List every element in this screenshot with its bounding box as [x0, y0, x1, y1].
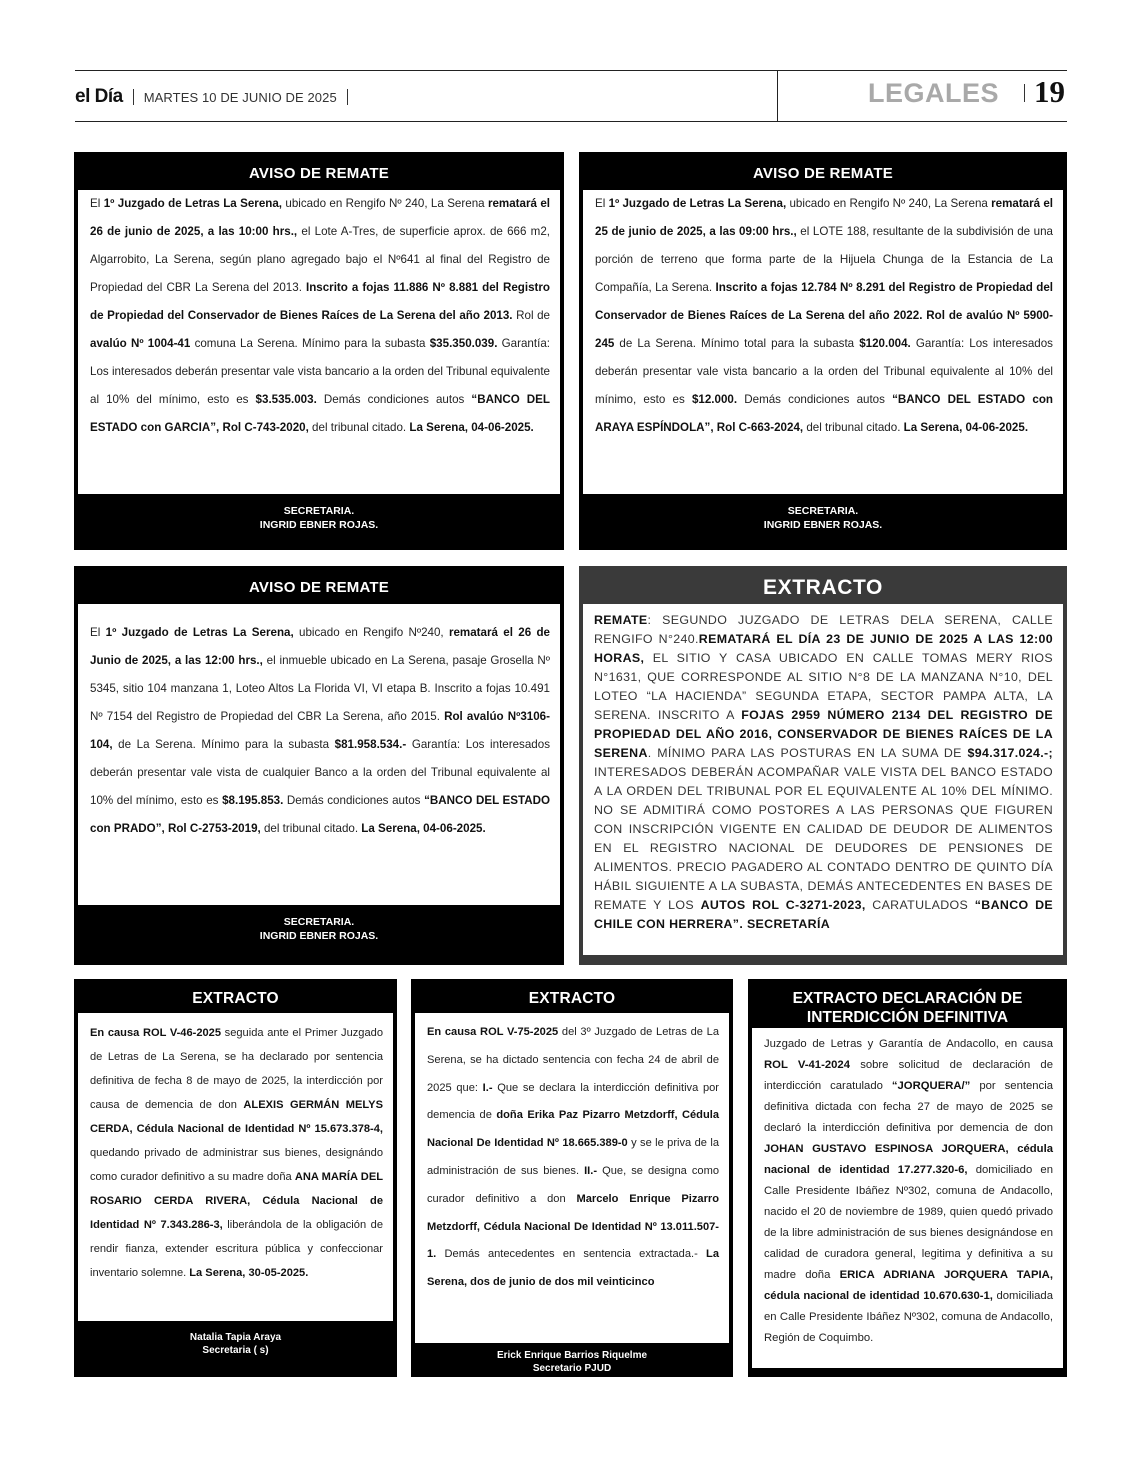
notice-title: AVISO DE REMATE	[753, 165, 893, 182]
text: El	[90, 197, 104, 210]
notice-title: EXTRACTO	[528, 990, 616, 1007]
auction-date: rematará el 26 de Junio de 2025, a las 12:00 hrs.,	[90, 626, 550, 667]
guarantee-amount: $3.535.003.	[255, 393, 317, 406]
text: del tribunal citado.	[803, 421, 904, 434]
text: de La Serena. Mínimo para la subasta	[112, 738, 335, 751]
text: y se le priva de la administración de sus bienes.	[427, 1137, 719, 1177]
notice-signature	[78, 905, 560, 943]
person: ALEXIS GERMÁN MELYS CERDA, Cédula Nacional de Identidad Nº 15.673.378-4,	[90, 1099, 383, 1135]
text: del tribunal citado.	[308, 421, 410, 434]
numeral: I.-	[482, 1081, 493, 1094]
text: Demás condiciones autos	[316, 393, 472, 406]
text: de La Serena. Mínimo total para la subasta	[614, 337, 860, 350]
notice-body	[78, 190, 560, 494]
notice-signature	[415, 1343, 729, 1375]
text: quedando privado de administrar sus bienes, designándo como curador definitivo a su madre doña	[90, 1147, 383, 1183]
numeral: II.-	[584, 1164, 598, 1177]
text: el Lote A-Tres, de superficie aprox. de 666 m2, Algarrobito, La Serena, según plano agregado bajo el Nº641 al final del Registro de Propiedad del CBR La Serena del 2013.	[90, 225, 550, 294]
case-name: “BANCO DEL ESTADO con GARCIA”, Rol C-743-2020,	[90, 393, 550, 434]
minimum-amount: $120.004.	[859, 337, 911, 350]
divider	[1024, 84, 1025, 102]
text: Que, se designa como curador definitivo a don	[427, 1164, 719, 1205]
text: domiciliado en Calle Presidente Ibáñez Nº302, comuna de Andacollo, nacido el 20 de noviembre de 1989, quien quedó privado de la libre administración de sus bienes designándose en calidad de curadora general, legitima y definitiva a su madre doña	[764, 1164, 1053, 1281]
registry: Inscrito a fojas 11.886 Nº 8.881 del Registro de Propiedad del Conservador de Bienes Raíces de La Serena del año 2013.	[90, 281, 550, 322]
signer-name: Erick Enrique Barrios Riquelme	[496, 1350, 648, 1361]
divider	[133, 89, 134, 105]
text: el LOTE 188, resultante de la subdivisión de una porción de terreno que forma parte de la Hijuela Chunga de la Estancia de La Compañía, La Serena.	[595, 225, 1053, 294]
page-number: 19	[1034, 74, 1065, 109]
notice-signature	[78, 1321, 393, 1357]
guarantee-amount: $8.195.853.	[222, 794, 284, 807]
label: REMATE	[594, 613, 648, 627]
auction-date: REMATARÁ EL DÍA 23 DE JUNIO DE 2025 A LAS 12:00 HORAS,	[594, 632, 1053, 665]
signer-name: INGRID EBNER ROJAS.	[763, 519, 883, 531]
signer-title: SECRETARIA.	[787, 505, 859, 517]
text: del 3º Juzgado de Letras de La Serena, se ha dictado sentencia con fecha 24 de abril de 2025 que:	[427, 1026, 719, 1094]
rol: avalúo Nº 1004-41	[90, 337, 191, 350]
person: doña Erika Paz Pizarro Metzdorff, Cédula Nacional De Identidad Nº 18.665.389-0	[427, 1109, 719, 1150]
signer-title: SECRETARIA.	[283, 505, 355, 517]
notice-body	[583, 604, 1063, 955]
case-rol: En causa ROL V-46-2025	[90, 1027, 222, 1039]
text: domiciliada en Calle Presidente Ibáñez Nº302, comuna de Andacollo, Región de Coquimbo.	[764, 1290, 1053, 1344]
notice-extracto-2	[411, 979, 733, 1377]
signer-name: INGRID EBNER ROJAS.	[259, 519, 379, 531]
notice-title: EXTRACTO	[192, 990, 279, 1007]
text: Demás condiciones autos	[737, 393, 893, 406]
curator: ANA MARÍA DEL ROSARIO CERDA RIVERA, Cédula Nacional de Identidad Nº 7.343.286-3,	[90, 1171, 383, 1231]
notice-remate-1	[74, 152, 564, 550]
signer-title: SECRETARIA.	[283, 916, 355, 928]
text: : SEGUNDO JUZGADO DE LETRAS DELA SERENA, CALLE RENGIFO N°240.	[594, 613, 1053, 646]
registry: Inscrito a fojas 12.784 Nº 8.291 del Registro de Propiedad del Conservador de Bienes Raíces de La Serena del año 2022. Rol de avalúo Nº 5900-245	[595, 281, 1053, 350]
place-date: La Serena, dos de junio de dos mil veinticinco	[427, 1248, 719, 1289]
text: ubicado en Rengifo Nº 240, La Serena	[282, 197, 488, 210]
case-rol: ROL V-41-2024	[764, 1059, 850, 1071]
case-rol: En causa ROL V-75-2025	[427, 1026, 559, 1038]
curator: Marcelo Enrique Pizarro Metzdorff, Cédula Nacional De Identidad Nº 13.011.507-1.	[427, 1192, 719, 1261]
auction-date: rematará el 26 de junio de 2025, a las 10:00 hrs.,	[90, 197, 550, 238]
text: . MÍNIMO PARA LAS POSTURAS EN LA SUMA DE	[647, 746, 968, 760]
notice-title: EXTRACTO	[763, 576, 883, 599]
text: seguida ante el Primer Juzgado de Letras de La Serena, se ha declarado por sentencia definitiva de fecha 8 de mayo de 2025, la interdicción por causa de demencia de don	[90, 1027, 383, 1111]
case-caption: “JORQUERA/”	[891, 1080, 971, 1092]
auction-date: rematará el 25 de junio de 2025, a las 09:00 hrs.,	[595, 197, 1054, 238]
notice-title: AVISO DE REMATE	[249, 579, 389, 596]
notice-signature	[583, 494, 1063, 532]
court-name: 1º Juzgado de Letras La Serena,	[608, 197, 787, 210]
text: CARATULADOS	[865, 898, 975, 912]
notice-body	[752, 1028, 1063, 1368]
case-name: “BANCO DE CHILE CON HERRERA”. SECRETARÍA	[594, 898, 1053, 931]
text: comuna La Serena. Mínimo para la subasta	[190, 337, 430, 350]
signer-title: Secretaria ( s)	[202, 1345, 269, 1356]
brand-logo: el Día	[75, 86, 123, 107]
minimum-amount: $35.350.039.	[429, 337, 498, 350]
notice-body	[78, 604, 560, 905]
text: Garantía: Los interesados deberán presentar vale vista bancario a la orden del Tribunal equivalente al 10% del mínimo, esto es	[595, 337, 1053, 406]
signer-name: INGRID EBNER ROJAS.	[259, 930, 379, 942]
text: El	[595, 197, 609, 210]
text: liberándola de la obligación de rendir fianza, extender escritura pública y confeccionar inventario solemne.	[90, 1219, 383, 1279]
notice-title: EXTRACTO DECLARACIÓN DE INTERDICCIÓN DEFINITIVA	[792, 990, 1023, 1026]
place-date: La Serena, 04-06-2025.	[409, 421, 534, 434]
text: INTERESADOS DEBERÁN ACOMPAÑAR VALE VISTA DEL BANCO ESTADO A LA ORDEN DEL TRIBUNAL POR EL EQUIVALENTE AL 10% DEL MÍNIMO. NO SE ADMITIRÁ COMO POSTORES A LAS PERSONAS QUE FIGUREN CON INSCRIPCIÓN VIGENTE EN CALIDAD DE DEUDOR DE ALIMENTOS EN EL REGISTRO NACIONAL DE DEUDORES DE PENSIONES DE ALIMENTOS. PRECIO PAGADERO AL CONTADO DENTRO DE QUINTO DÍA HÁBIL SIGUIENTE A LA SUBASTA, DEMÁS ANTECEDENTES EN BASES DE REMATE Y LOS	[594, 765, 1053, 912]
text: Que se declara la interdicción definitiva por demencia de	[427, 1081, 719, 1122]
case-name: “BANCO DEL ESTADO con ARAYA ESPÍNDOLA”, Rol C-663-2024,	[595, 393, 1053, 434]
notice-remate-3	[74, 566, 564, 965]
person: JOHAN GUSTAVO ESPINOSA JORQUERA, cédula nacional de identidad 17.277.320-6,	[764, 1143, 1053, 1176]
notice-body	[78, 1013, 393, 1321]
notice-extracto-remate	[579, 566, 1067, 965]
text: Demás condiciones autos	[283, 794, 425, 807]
text: por sentencia definitiva dictada con fecha 27 de mayo de 2025 se declaró la interdicción definitiva por demencia de don	[764, 1080, 1053, 1134]
minimum-amount: $94.317.024.-;	[967, 746, 1053, 760]
notice-title: AVISO DE REMATE	[249, 165, 389, 182]
notice-extracto-1	[74, 979, 397, 1377]
divider	[347, 89, 348, 105]
text: El	[90, 626, 106, 639]
place-date: La Serena, 04-06-2025.	[903, 421, 1029, 434]
notice-remate-2	[579, 152, 1067, 550]
text: el inmueble ubicado en La Serena, pasaje Grosella Nº 5345, sitio 104 manzana 1, Loteo Altos La Florida VI, VI etapa B. Inscrito a fojas 10.491 Nº 7154 del Registro de Propiedad del CBR La Serena, año 2015.	[90, 654, 550, 723]
text: ubicado en Rengifo Nº 240, La Serena	[786, 197, 992, 210]
notice-extracto-interdiccion	[748, 979, 1067, 1377]
issue-date: MARTES 10 DE JUNIO DE 2025	[143, 89, 337, 105]
text: sobre solicitud de declaración de interdicción caratulado	[764, 1059, 1053, 1092]
court-name: 1º Juzgado de Letras La Serena,	[103, 197, 283, 210]
place-date: La Serena, 04-06-2025.	[361, 822, 486, 835]
notice-body	[583, 190, 1063, 494]
text: del tribunal citado.	[260, 822, 362, 835]
header-top-rule	[75, 70, 1067, 71]
place-date: La Serena, 30-05-2025.	[189, 1267, 309, 1279]
header-bottom-rule	[75, 121, 1067, 122]
notice-signature	[78, 494, 560, 532]
case-name: “BANCO DEL ESTADO con PRADO”, Rol C-2753-2019,	[90, 794, 550, 835]
notice-body	[415, 1013, 729, 1343]
signer-title: Secretario PJUD	[532, 1363, 612, 1374]
minimum-amount: $81.958.534.-	[334, 738, 407, 751]
registry: FOJAS 2959 NÚMERO 2134 DEL REGISTRO DE PROPIEDAD DEL AÑO 2016, CONSERVADOR DE BIENES RAÍCES DE LA SERENA	[594, 708, 1053, 760]
text: EL SITIO Y CASA UBICADO EN CALLE TOMAS MERY RIOS N°1631, QUE CORRESPONDE AL SITIO N°8 DE LA MANZANA N°10, DEL LOTEO “LA HACIENDA” SEGUNDA ETAPA, SECTOR PAMPA ALTA, LA SERENA. INSCRITO A	[594, 651, 1053, 722]
text: Demás antecedentes en sentencia extractada.-	[436, 1248, 707, 1261]
rol: AUTOS ROL C-3271-2023,	[700, 898, 866, 912]
text: ubicado en Rengifo Nº240,	[293, 626, 449, 639]
rol: Rol avalúo Nº3106-104,	[90, 710, 550, 751]
signer-name: Natalia Tapia Araya	[189, 1332, 282, 1343]
curator: ERICA ADRIANA JORQUERA TAPIA, cédula nacional de identidad 10.670.630-1,	[764, 1269, 1053, 1302]
text: Rol de	[512, 309, 551, 322]
header-divider	[777, 71, 778, 121]
guarantee-amount: $12.000.	[691, 393, 738, 406]
text: Juzgado de Letras y Garantía de Andacollo, en causa	[764, 1038, 1053, 1050]
section-title: LEGALES	[868, 78, 1000, 108]
court-name: 1º Juzgado de Letras La Serena,	[105, 626, 294, 639]
text: Garantía: Los interesados deberán presentar vale vista de cualquier Banco a la orden del Tribunal equivalente al 10% del mínimo, esto es	[90, 738, 550, 807]
text: Garantía: Los interesados deberán presentar vale vista bancario a la orden del Tribunal equivalente al 10% del mínimo, esto es	[90, 337, 550, 406]
masthead	[75, 86, 358, 108]
